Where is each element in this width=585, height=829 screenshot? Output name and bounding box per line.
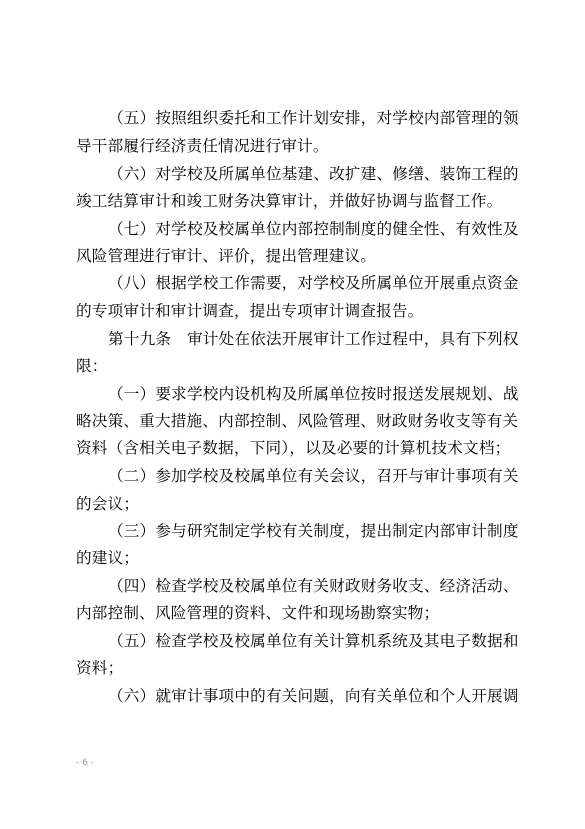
paragraph-line: （五）按照组织委托和工作计划安排，对学校内部管理的领: [108, 109, 519, 127]
paragraph-line: 导干部履行经济责任情况进行审计。: [76, 137, 329, 155]
paragraph-line: 的专项审计和审计调查，提出专项审计调查报告。: [76, 302, 424, 320]
paragraph-line: 的建议；: [76, 549, 140, 567]
paragraph-line: 内部控制、风险管理的资料、文件和现场勘察实物；: [76, 604, 440, 622]
paragraph-line: （七）对学校及校属单位内部控制制度的健全性、有效性及: [108, 220, 519, 238]
paragraph-line: 资料；: [76, 659, 124, 677]
paragraph-line: 竣工结算审计和竣工财务决算审计，并做好协调与监督工作。: [76, 192, 503, 210]
paragraph-line: （五）检查学校及校属单位有关计算机系统及其电子数据和: [108, 632, 519, 650]
page-number: - 6 -: [76, 758, 94, 768]
paragraph-line: （四）检查学校及校属单位有关财政财务收支、经济活动、: [108, 577, 519, 595]
paragraph-line: （一）要求学校内设机构及所属单位按时报送发展规划、战: [108, 385, 519, 403]
paragraph-line: 略决策、重大措施、内部控制、风险管理、财政财务收支等有关: [76, 412, 519, 430]
paragraph-line: （三）参与研究制定学校有关制度，提出制定内部审计制度: [108, 522, 519, 540]
paragraph-line: 资料（含相关电子数据，下同），以及必要的计算机技术文档；: [76, 439, 511, 457]
paragraph-line: 限：: [76, 357, 108, 375]
paragraph-line: （八）根据学校工作需要，对学校及所属单位开展重点资金: [108, 274, 519, 292]
article-heading-line: 第十九条 审计处在依法开展审计工作过程中，具有下列权: [108, 330, 519, 348]
paragraph-line: 风险管理进行审计、评价，提出管理建议。: [76, 247, 377, 265]
paragraph-line: （六）就审计事项中的有关问题，向有关单位和个人开展调: [108, 687, 519, 705]
paragraph-line: （二）参加学校及校属单位有关会议，召开与审计事项有关: [108, 467, 519, 485]
paragraph-line: （六）对学校及所属单位基建、改扩建、修缮、装饰工程的: [108, 165, 519, 183]
paragraph-line: 的会议；: [76, 495, 140, 513]
